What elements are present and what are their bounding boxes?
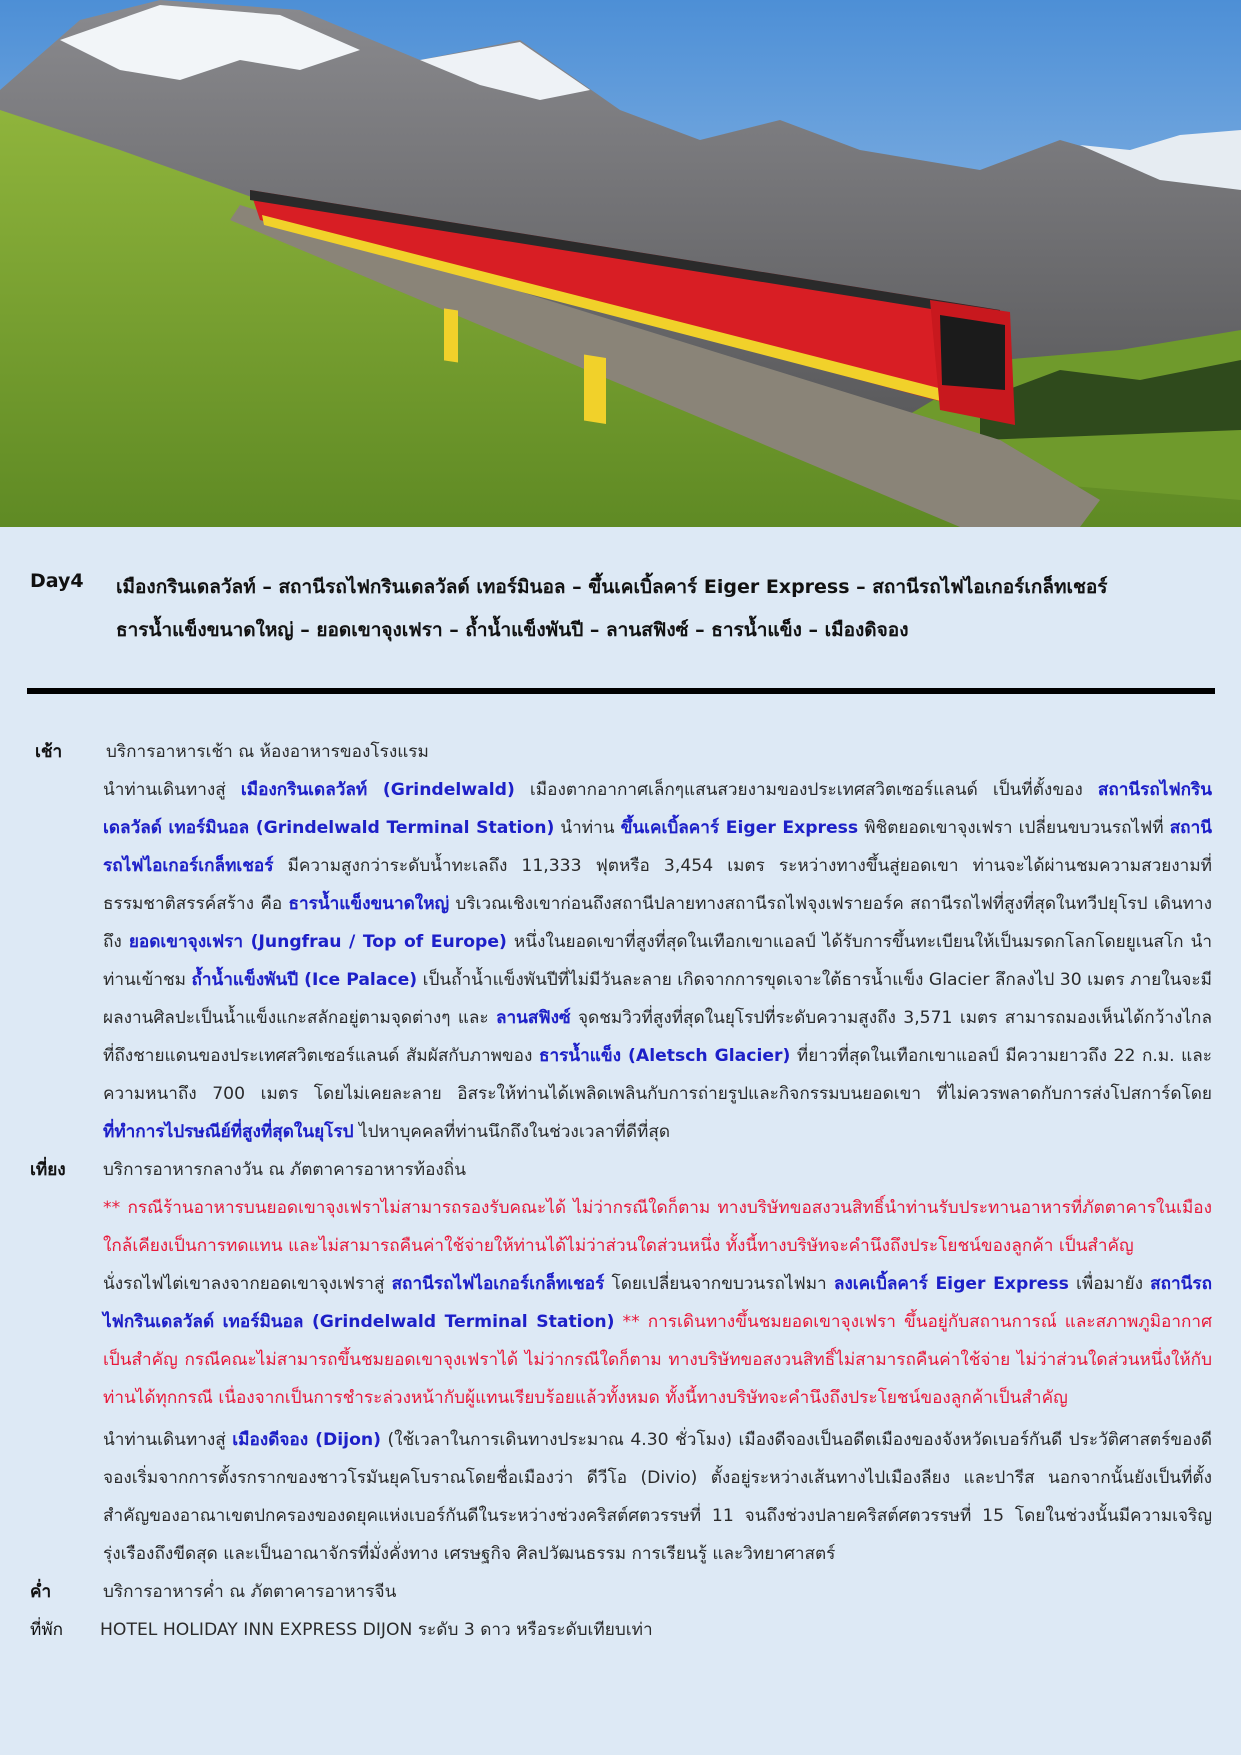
highlight-ice-palace: ถ้ำน้ำแข็งพันปี (Ice Palace): [191, 970, 418, 990]
descent-paragraph: [103, 1265, 1212, 1417]
highlight-eigergletscher: สถานีรถไฟไอเกอร์เกล็ทเชอร์: [103, 818, 1212, 876]
highlight-terminal-station: สถานีรถไฟกรินเดลวัลด์ เทอร์มินอล (Grindelwald Terminal Station): [103, 780, 1213, 838]
text: บริเวณเชิงเขาก่อนถึงสถานีปลายทางสถานีรถไฟจุงเฟรายอร์ค สถานีรถไฟที่สูงที่สุดในทวีปยุโรป เดินทางถึง: [103, 894, 1212, 952]
text: นำท่าน: [554, 818, 621, 838]
text: พิชิตยอดเขาจุงเฟรา เปลี่ยนขบวนรถไฟที่: [858, 818, 1170, 838]
train-mountain-illustration: [0, 0, 1241, 527]
text: จุดชมวิวที่สูงที่สุดในยุโรปที่ระดับความสูงถึง 3,571 เมตร สามารถมองเห็นได้กว้างไกลที่ถึงชายแดนของประเทศสวิตเซอร์แลนด์ สัมผัสกับภาพของ: [103, 1008, 1212, 1066]
text: โดยเปลี่ยนจากขบวนรถไฟมา: [604, 1274, 834, 1294]
lunch-text: บริการอาหารกลางวัน ณ ภัตตาคารอาหารท้องถิ่น: [103, 1160, 466, 1180]
warning-text: ** การเดินทางขึ้นชมยอดเขาจุงเฟรา ขึ้นอยู่กับสถานการณ์ และสภาพภูมิอากาศเป็นสำคัญ กรณีคณะไม่สามารถขึ้นชมยอดเขาจุงเฟราได้ ไม่ว่ากรณีใดก็ตาม ทางบริษัทขอสงวนสิทธิ์ไม่สามารถคืนค่าใช้จ่าย ไม่ว่าส่วนใดส่วนหนึ่งให้กับท่านได้ทุกกรณี เนื่องจากเป็นการชำระล่วงหน้ากับผู้แทนเรียบร้อยแล้วทั้งหมด ทั้งนี้ทางบริษัทจะคำนึงถึงประโยชน์ของลูกค้าเป็นสำคัญ: [103, 1312, 1212, 1408]
highlight-sphinx: ลานสฟิงซ์: [495, 1008, 571, 1028]
highlight-grindelwald: เมืองกรินเดลวัลท์ (Grindelwald): [240, 780, 515, 800]
text: มีความสูงกว่าระดับน้ำทะเลถึง 11,333 ฟุตหรือ 3,454 เมตร ระหว่างทางขึ้นสู่ยอดเขา ท่านจะได้ผ่านชมความสวยงามที่ธรรมชาติสรรค์สร้าง คือ: [103, 856, 1212, 914]
text: เป็นถ้ำน้ำแข็งพันปีที่ไม่มีวันละลาย เกิดจากการขุดเจาะใต้ธารน้ำแข็ง Glacier ลึกลงไป 30 เมตร ภายในจะมีผลงานศิลปะเป็นน้ำแข็งแกะสลักอยู่ตามจุดต่างๆ และ: [103, 970, 1212, 1028]
morning-label: เช้า: [35, 742, 63, 762]
highlight-eigergletscher: สถานีรถไฟไอเกอร์เกล็ทเชอร์: [391, 1274, 605, 1294]
morning-paragraph: [103, 771, 1212, 1151]
evening-row: [30, 1573, 1212, 1611]
highlight-dijon: เมืองดีจอง (Dijon): [232, 1430, 381, 1450]
text: นำท่านเดินทางสู่: [103, 1430, 233, 1450]
text: หนึ่งในยอดเขาที่สูงที่สุดในเทือกเขาแอลป์ ได้รับการขึ้นทะเบียนให้เป็นมรดกโลกโดยยูเนสโก นำท่านเข้าชม: [103, 932, 1212, 990]
highlight-terminal-station: สถานีรถไฟกรินเดลวัลด์ เทอร์มินอล (Grindelwald Terminal Station): [103, 1274, 1213, 1332]
highlight-aletsch: ธารน้ำแข็ง (Aletsch Glacier): [538, 1046, 791, 1066]
stay-label: ที่พัก: [30, 1620, 64, 1640]
noon-label: เที่ยง: [30, 1160, 66, 1180]
day-title-line-1: เมืองกรินเดลวัลท์ – สถานีรถไฟกรินเดลวัลด์ เทอร์มินอล – ขึ้นเคเบิ้ลคาร์ Eiger Express – สถานีรถไฟไอเกอร์เกล็ทเชอร์: [116, 576, 1108, 598]
dijon-paragraph: [103, 1421, 1212, 1573]
text: ที่ยาวที่สุดในเทือกเขาแอลป์ มีความยาวถึง 22 ก.ม. และความหนาถึง 700 เมตร โดยไม่เคยละลาย อิสระให้ท่านได้เพลิดเพลินกับการถ่ายรูปและกิจกรรมบนยอดเขา ที่ไม่ควรพลาดกับการส่งโปสการ์ดโดย: [103, 1046, 1213, 1104]
evening-label: ค่ำ: [30, 1582, 52, 1602]
highlight-jungfrau: ยอดเขาจุงเฟรา (Jungfrau / Top of Europe): [128, 932, 507, 952]
section-divider: [27, 688, 1215, 694]
breakfast-text: บริการอาหารเช้า ณ ห้องอาหารของโรงแรม: [106, 742, 429, 762]
itinerary-content: [30, 733, 1212, 1649]
text: เมืองตากอากาศเล็กๆแสนสวยงามของประเทศสวิตเซอร์แลนด์ เป็นที่ตั้งของ: [514, 780, 1098, 800]
highlight-eiger-express-down: ลงเคเบิ้ลคาร์ Eiger Express: [833, 1274, 1069, 1294]
dinner-text: บริการอาหารค่ำ ณ ภัตตาคารอาหารจีน: [103, 1582, 397, 1602]
noon-warning-note: ** กรณีร้านอาหารบนยอดเขาจุงเฟราไม่สามารถรองรับคณะได้ ไม่ว่ากรณีใดก็ตาม ทางบริษัทขอสงวนสิทธิ์นำท่านรับประทานอาหารที่ภัตตาคารในเมืองใกล้เคียงเป็นการทดแทน และไม่สามารถคืนค่าใช้จ่ายให้ท่านได้ไม่ว่าส่วนใดส่วนหนึ่ง ทั้งนี้ทางบริษัทจะคำนึงถึงประโยชน์ของลูกค้า เป็นสำคัญ: [103, 1198, 1212, 1256]
text: นำท่านเดินทางสู่: [103, 780, 241, 800]
hotel-text: HOTEL HOLIDAY INN EXPRESS DIJON ระดับ 3 ดาว หรือระดับเทียบเท่า: [100, 1620, 653, 1640]
day-label: Day4: [30, 570, 84, 592]
day-title: [116, 566, 1216, 652]
text: ไปหาบุคคลที่ท่านนึกถึงในช่วงเวลาที่ดีที่สุด: [353, 1122, 670, 1142]
highlight-post-office: ที่ทำการไปรษณีย์ที่สูงที่สุดในยุโรป: [103, 1122, 354, 1142]
text: เพื่อมายัง: [1068, 1274, 1151, 1294]
stay-row: [30, 1611, 1212, 1649]
hero-image: [0, 0, 1241, 527]
highlight-big-glacier: ธารน้ำแข็งขนาดใหญ่: [288, 894, 450, 914]
text: นั่งรถไฟไต่เขาลงจากยอดเขาจุงเฟราสู่: [103, 1274, 392, 1294]
day-title-line-2: ธารน้ำแข็งขนาดใหญ่ – ยอดเขาจุงเฟรา – ถ้ำน้ำแข็งพันปี – ลานสฟิงซ์ – ธารน้ำแข็ง – เมืองดิจอง: [116, 619, 909, 641]
highlight-eiger-express: ขึ้นเคเบิ้ลคาร์ Eiger Express: [620, 818, 859, 838]
morning-row: [30, 733, 1212, 771]
text: (ใช้เวลาในการเดินทางประมาณ 4.30 ชั่วโมง) เมืองดีจองเป็นอดีตเมืองของจังหวัดเบอร์กันดี ประวัติศาสตร์ของดีจองเริ่มจากการตั้งรกรากของชาวโรมันยุคโบราณโดยชื่อเมืองว่า ดีวีโอ (Divio) ตั้งอยู่ระหว่างเส้นทางไปเมืองลียง และปารีส นอกจากนั้นยังเป็นที่ตั้งสำคัญของอาณาเขตปกครองของดยุคแห่งเบอร์กันดีในระหว่างช่วงคริสต์ศตวรรษที่ 11 จนถึงช่วงปลายคริสต์ศตวรรษที่ 15 โดยในช่วงนั้นมีความเจริญรุ่งเรืองถึงขีดสุด และเป็นอาณาจักรที่มั่งคั่งทาง เศรษฐกิจ ศิลปวัฒนธรรม การเรียนรู้ และวิทยาศาสตร์: [103, 1430, 1212, 1564]
noon-row: [30, 1151, 1212, 1189]
